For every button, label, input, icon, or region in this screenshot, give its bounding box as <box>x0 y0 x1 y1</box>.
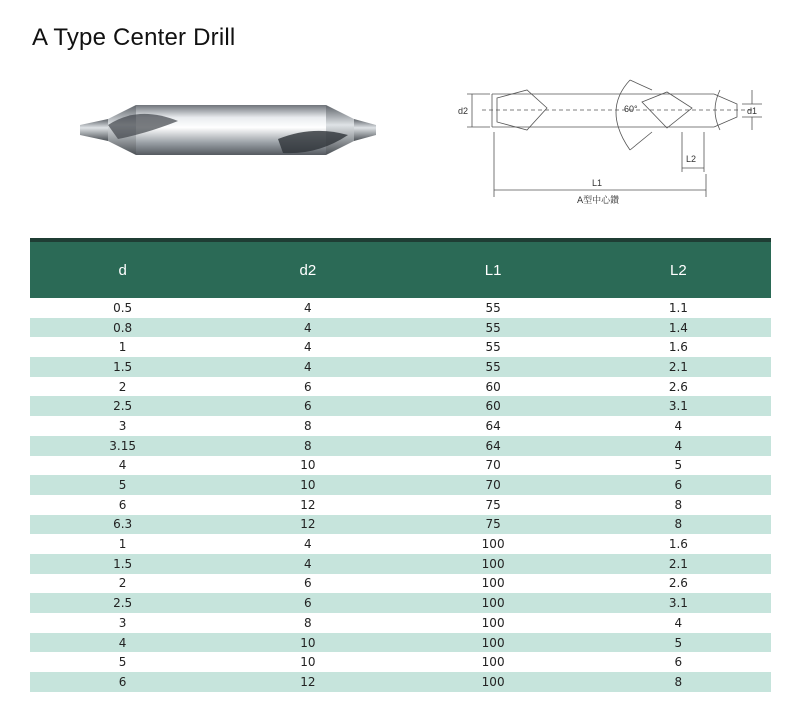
cell-l2: 4 <box>674 438 683 453</box>
table-row <box>30 298 771 318</box>
cell-d: 2 <box>118 379 127 394</box>
cell-l2: 3.1 <box>668 596 688 611</box>
angle-label: 60° <box>624 104 638 114</box>
cell-l1: 64 <box>485 418 501 433</box>
cell-d2: 10 <box>300 478 316 493</box>
table-row <box>30 396 771 416</box>
table-row <box>30 515 771 535</box>
cell-l1: 100 <box>481 615 505 630</box>
cell-d2: 6 <box>304 399 312 414</box>
cell-l2: 8 <box>674 497 683 512</box>
cell-d: 0.8 <box>113 320 133 335</box>
cell-d2: 4 <box>304 300 312 315</box>
spec-table <box>30 238 771 692</box>
cell-l2: 1.6 <box>668 340 688 355</box>
cell-d2: 8 <box>304 438 312 453</box>
cell-d: 5 <box>118 478 127 493</box>
cell-d: 1.5 <box>113 359 133 374</box>
cell-l2: 1.6 <box>668 537 688 552</box>
cell-l1: 55 <box>485 320 501 335</box>
header-l1: L1 <box>484 261 502 279</box>
cell-d2: 4 <box>304 556 312 571</box>
table-row <box>30 652 771 672</box>
table-row <box>30 357 771 377</box>
cell-l1: 70 <box>485 478 501 493</box>
cell-d2: 10 <box>300 655 316 670</box>
center-drill-diagram <box>452 62 772 212</box>
table-row <box>30 436 771 456</box>
cell-l2: 4 <box>674 615 683 630</box>
cell-l1: 60 <box>485 379 501 394</box>
cell-l1: 75 <box>485 497 501 512</box>
cell-d: 4 <box>118 635 127 650</box>
cell-d2: 10 <box>300 635 316 650</box>
l1-label: L1 <box>592 178 603 188</box>
table-row <box>30 574 771 594</box>
cell-d: 4 <box>118 458 127 473</box>
cell-d2: 4 <box>304 340 312 355</box>
d1-label: d1 <box>747 106 758 116</box>
cell-l1: 100 <box>481 674 505 689</box>
cell-l2: 6 <box>674 478 683 493</box>
cell-d2: 4 <box>304 537 312 552</box>
table-row <box>30 534 771 554</box>
cell-l2: 8 <box>674 674 683 689</box>
cell-l1: 55 <box>485 359 501 374</box>
cell-l1: 100 <box>481 576 505 591</box>
cell-l1: 100 <box>481 537 505 552</box>
cell-d2: 6 <box>304 576 312 591</box>
cell-l1: 75 <box>485 517 501 532</box>
cell-l2: 1.1 <box>668 300 688 315</box>
cell-d: 3 <box>118 418 127 433</box>
table-body <box>30 298 771 692</box>
cell-l1: 64 <box>485 438 501 453</box>
center-drill-photo <box>78 95 378 165</box>
page-title: A Type Center Drill <box>32 24 236 51</box>
cell-l1: 100 <box>481 556 505 571</box>
cell-l1: 55 <box>485 300 501 315</box>
table-row <box>30 672 771 692</box>
table-row <box>30 495 771 515</box>
header-d2: d2 <box>299 261 317 279</box>
cell-l2: 8 <box>674 517 683 532</box>
table-row <box>30 456 771 476</box>
header-d: d <box>118 261 127 279</box>
table-row <box>30 475 771 495</box>
cell-d2: 8 <box>304 418 312 433</box>
header-l2: L2 <box>670 261 687 279</box>
cell-l1: 100 <box>481 635 505 650</box>
table-row <box>30 613 771 633</box>
cell-d: 1 <box>118 537 127 552</box>
cell-d: 6 <box>118 497 127 512</box>
diagram-caption: A型中心鑽 <box>577 196 620 206</box>
cell-l2: 4 <box>674 418 683 433</box>
table-row <box>30 554 771 574</box>
cell-d: 3.15 <box>109 438 136 453</box>
cell-d: 2 <box>118 576 127 591</box>
cell-l2: 6 <box>674 655 683 670</box>
cell-l2: 5 <box>674 635 683 650</box>
cell-d2: 10 <box>300 458 316 473</box>
cell-l2: 1.4 <box>668 320 688 335</box>
table-row <box>30 416 771 436</box>
table-row <box>30 377 771 397</box>
table-row <box>30 593 771 613</box>
cell-d: 0.5 <box>113 300 133 315</box>
cell-l1: 100 <box>481 596 505 611</box>
cell-d2: 4 <box>304 320 312 335</box>
cell-l2: 5 <box>674 458 683 473</box>
table-row <box>30 318 771 338</box>
cell-l2: 3.1 <box>668 399 688 414</box>
cell-d2: 8 <box>304 615 312 630</box>
cell-d: 5 <box>118 655 127 670</box>
cell-d: 2.5 <box>113 596 133 611</box>
cell-d2: 12 <box>300 674 316 689</box>
table-header <box>30 242 771 298</box>
cell-l2: 2.6 <box>668 379 688 394</box>
cell-d: 6 <box>118 674 127 689</box>
cell-l2: 2.6 <box>668 576 688 591</box>
cell-d2: 6 <box>304 379 312 394</box>
cell-d: 2.5 <box>113 399 133 414</box>
cell-d2: 4 <box>304 359 312 374</box>
cell-l2: 2.1 <box>668 359 688 374</box>
cell-l2: 2.1 <box>668 556 688 571</box>
cell-l1: 60 <box>485 399 501 414</box>
cell-l1: 55 <box>485 340 501 355</box>
cell-l1: 100 <box>481 655 505 670</box>
cell-l1: 70 <box>485 458 501 473</box>
d2-label: d2 <box>458 106 469 116</box>
cell-d: 1 <box>118 340 127 355</box>
table-row <box>30 633 771 653</box>
table-row <box>30 337 771 357</box>
cell-d2: 12 <box>300 517 316 532</box>
cell-d2: 12 <box>300 497 316 512</box>
cell-d: 6.3 <box>113 517 133 532</box>
cell-d: 3 <box>118 615 127 630</box>
cell-d: 1.5 <box>113 556 133 571</box>
cell-d2: 6 <box>304 596 312 611</box>
l2-label: L2 <box>686 154 697 164</box>
